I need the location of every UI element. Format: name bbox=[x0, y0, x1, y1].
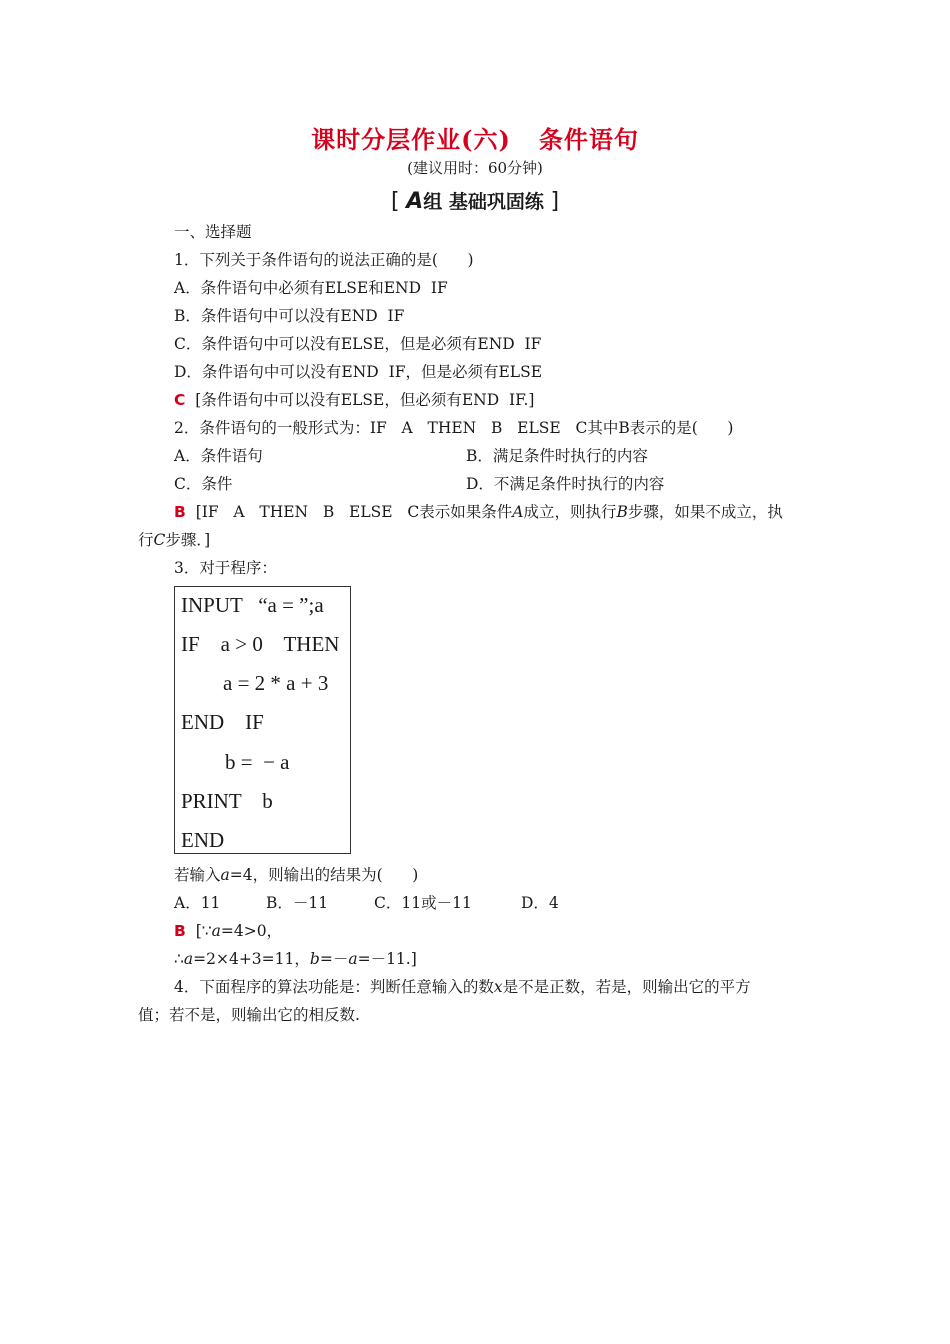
q2-var-c: C bbox=[153, 531, 166, 549]
code-line-end: END bbox=[181, 828, 225, 852]
q1-answer-line bbox=[174, 390, 534, 410]
q2-answer: B bbox=[174, 503, 186, 521]
code-line-input: INPUT “a = ”;a bbox=[181, 593, 324, 617]
q2-explanation-line2 bbox=[138, 530, 210, 550]
q3-explanation-text: ∴ bbox=[174, 950, 184, 968]
q3-option-b: B．－11 bbox=[266, 894, 329, 912]
q3-var-a: a bbox=[348, 950, 358, 968]
q4-stem-text: 4．下面程序的算法功能是：判断任意输入的数 bbox=[174, 978, 494, 996]
code-line-print: PRINT b bbox=[181, 789, 273, 813]
q4-var-x: x bbox=[493, 978, 503, 996]
q2-option-b: B．满足条件时执行的内容 bbox=[466, 447, 648, 465]
code-line-end-if: END IF bbox=[181, 710, 264, 734]
q3-explanation-text: =－ bbox=[319, 950, 349, 968]
q3-option-c: C．11或－11 bbox=[374, 894, 472, 912]
q2-explanation-text: 成立，则执行 bbox=[523, 503, 617, 521]
q1-option-c: C．条件语句中可以没有ELSE，但是必须有END IF bbox=[174, 335, 542, 353]
q1-explanation: [条件语句中可以没有ELSE，但必须有END IF.] bbox=[195, 391, 535, 409]
q3-answer-line bbox=[174, 921, 282, 941]
q3-prompt-text: 若输入 bbox=[174, 866, 221, 884]
q3-explanation-text: [∵ bbox=[195, 922, 212, 940]
section-label: 一、选择题 bbox=[174, 223, 252, 241]
q3-var-a: a bbox=[183, 950, 194, 968]
q3-stem: 3．对于程序： bbox=[174, 559, 277, 577]
q2-var-a: A bbox=[512, 503, 524, 521]
q3-prompt-text: =4，则输出的结果为( ) bbox=[229, 866, 419, 884]
q1-option-a: A．条件语句中必须有ELSE和END IF bbox=[174, 279, 448, 297]
code-line-assign-b: b = − a bbox=[225, 750, 290, 774]
q2-option-a: A．条件语句 bbox=[174, 447, 263, 465]
q3-option-d: D．4 bbox=[521, 894, 559, 912]
q3-var-b: b bbox=[309, 950, 320, 968]
q2-explanation-text: 步骤．] bbox=[165, 531, 211, 549]
q3-explanation-text: =2×4+3=11， bbox=[193, 950, 310, 968]
suggested-time: (建议用时：60分钟) bbox=[407, 159, 543, 177]
q2-stem: 2．条件语句的一般形式为：IF A THEN B ELSE C其中B表示的是( ) bbox=[174, 419, 734, 437]
page-title: 课时分层作业(六) 条件语句 bbox=[311, 125, 639, 154]
q3-var-a: a bbox=[211, 922, 221, 940]
q3-explanation-text: =－11.] bbox=[357, 950, 417, 968]
code-line-if: IF a > 0 THEN bbox=[181, 632, 340, 656]
q3-var-a: a bbox=[220, 866, 230, 884]
group-bracket-left: [ bbox=[390, 189, 400, 214]
q4-stem-text: 是不是正数，若是，则输出它的平方 bbox=[502, 978, 751, 996]
group-letter: A bbox=[406, 189, 424, 214]
q4-stem-line2: 值；若不是，则输出它的相反数. bbox=[138, 1006, 360, 1024]
q1-answer: C bbox=[174, 391, 186, 409]
group-bracket-right: ] bbox=[550, 189, 560, 214]
q3-prompt bbox=[174, 865, 418, 885]
q4-stem bbox=[174, 977, 751, 997]
code-line-assign-a: a = 2 * a + 3 bbox=[223, 671, 329, 695]
q1-stem: 1．下列关于条件语句的说法正确的是( ) bbox=[174, 251, 474, 269]
q2-option-d: D．不满足条件时执行的内容 bbox=[466, 475, 665, 493]
q3-explanation-line2 bbox=[174, 949, 417, 969]
program-code-box bbox=[174, 586, 351, 854]
q1-option-b: B．条件语句中可以没有END IF bbox=[174, 307, 405, 325]
q1-option-d: D．条件语句中可以没有END IF，但是必须有ELSE bbox=[174, 363, 543, 381]
q2-option-c: C．条件 bbox=[174, 475, 233, 493]
q2-answer-line bbox=[174, 502, 783, 522]
q3-answer: B bbox=[174, 922, 186, 940]
q2-explanation-text: 步骤，如果不成立，执 bbox=[627, 503, 783, 521]
q2-var-b: B bbox=[616, 503, 628, 521]
q3-explanation-text: =4>0， bbox=[220, 922, 283, 940]
group-heading bbox=[0, 187, 950, 214]
group-label: 组 基础巩固练 bbox=[423, 191, 544, 213]
q3-option-a: A．11 bbox=[174, 894, 221, 912]
q2-explanation-text: [IF A THEN B ELSE C表示如果条件 bbox=[195, 503, 513, 521]
q2-explanation-text: 行 bbox=[138, 531, 154, 549]
